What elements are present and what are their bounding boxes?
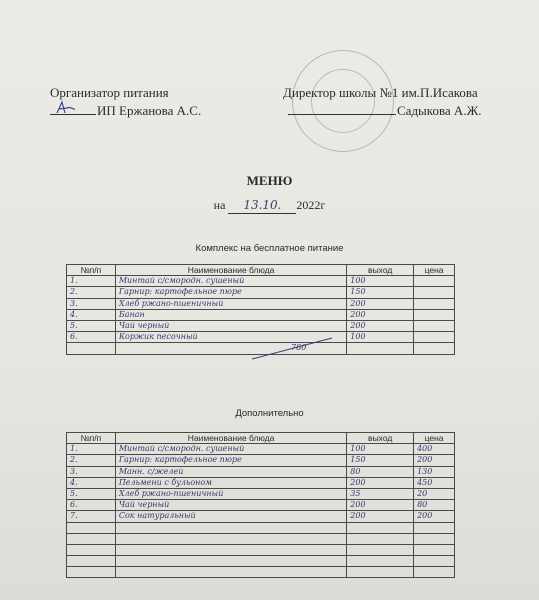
dish-price: 200 bbox=[414, 511, 455, 522]
dish-price bbox=[414, 298, 455, 309]
page-title: МЕНЮ bbox=[246, 173, 293, 188]
row-number: 1. bbox=[67, 444, 116, 455]
row-number: 3. bbox=[67, 466, 116, 477]
row-number: 2. bbox=[67, 455, 116, 466]
table-row-empty bbox=[67, 567, 455, 578]
table-row-empty bbox=[67, 533, 455, 544]
dish-price: 450 bbox=[414, 477, 455, 488]
dish-price: 80 bbox=[414, 500, 455, 511]
date-suffix: 2022г bbox=[296, 198, 326, 212]
dish-price: 130 bbox=[414, 466, 455, 477]
dish-name: Чай черный bbox=[115, 320, 346, 331]
dish-name: Минтай с/смородн. сушеный bbox=[115, 444, 346, 455]
table-row-empty bbox=[67, 522, 455, 533]
table-row bbox=[67, 276, 455, 287]
dish-output: 35 bbox=[347, 488, 414, 499]
dish-name: Чай черный bbox=[115, 500, 346, 511]
organizer-name: ИП Ержанова А.С. bbox=[97, 103, 202, 118]
dish-name: Сок натуральный bbox=[115, 511, 346, 522]
organizer-signature-icon bbox=[55, 100, 77, 116]
dish-output: 80 bbox=[347, 466, 414, 477]
table-row bbox=[67, 500, 455, 511]
dish-output: 100 bbox=[347, 332, 414, 343]
table-header-row bbox=[67, 433, 455, 444]
col-price: цена bbox=[414, 265, 455, 276]
dish-name: Манн. с/желей bbox=[115, 466, 346, 477]
total-strike-line bbox=[250, 335, 335, 363]
dish-output: 200 bbox=[347, 320, 414, 331]
dish-output: 100 bbox=[347, 276, 414, 287]
director-title: Директор школы №1 им.П.Исакова bbox=[283, 85, 478, 100]
school-stamp bbox=[292, 50, 394, 152]
dish-name: Гарнир: картофельное пюре bbox=[115, 455, 346, 466]
dish-name: Минтай с/смородн. сушеный bbox=[115, 276, 346, 287]
dish-price bbox=[414, 320, 455, 331]
dish-price: 400 bbox=[414, 444, 455, 455]
col-price: цена bbox=[414, 433, 455, 444]
date-field bbox=[228, 198, 296, 214]
dish-price bbox=[414, 309, 455, 320]
col-number: №п/п bbox=[67, 433, 116, 444]
dish-name: Гарнир: картофельное пюре bbox=[115, 287, 346, 298]
dish-output: 200 bbox=[347, 511, 414, 522]
row-number: 7. bbox=[67, 511, 116, 522]
table-row bbox=[67, 320, 455, 331]
dish-output: 200 bbox=[347, 500, 414, 511]
table-row bbox=[67, 298, 455, 309]
col-output: выход bbox=[347, 433, 414, 444]
dish-output: 200 bbox=[347, 298, 414, 309]
director-name: Садыкова А.Ж. bbox=[397, 103, 482, 118]
dish-name: Банан bbox=[115, 309, 346, 320]
dish-name: Хлеб ржано-пшеничный bbox=[115, 298, 346, 309]
table-header-row bbox=[67, 265, 455, 276]
row-number: 5. bbox=[67, 320, 116, 331]
dish-output: 150 bbox=[347, 287, 414, 298]
row-number: 4. bbox=[67, 477, 116, 488]
dish-price: 200 bbox=[414, 455, 455, 466]
dish-price: 20 bbox=[414, 488, 455, 499]
table-row bbox=[67, 444, 455, 455]
table-row bbox=[67, 488, 455, 499]
col-number: №п/п bbox=[67, 265, 116, 276]
dish-output: 150 bbox=[347, 455, 414, 466]
table-row bbox=[67, 511, 455, 522]
date-prefix: на bbox=[213, 198, 226, 212]
col-dish: Наименование блюда bbox=[115, 433, 346, 444]
table-row-empty bbox=[67, 544, 455, 555]
row-number: 6. bbox=[67, 332, 116, 343]
row-number: 1. bbox=[67, 276, 116, 287]
table-row bbox=[67, 477, 455, 488]
row-number: 6. bbox=[67, 500, 116, 511]
row-number: 2. bbox=[67, 287, 116, 298]
table-row bbox=[67, 309, 455, 320]
dish-price bbox=[414, 276, 455, 287]
col-dish: Наименование блюда bbox=[115, 265, 346, 276]
dish-name: Коржик песочный bbox=[115, 332, 346, 343]
table-row-empty bbox=[67, 556, 455, 567]
row-number: 3. bbox=[67, 298, 116, 309]
dish-price bbox=[414, 287, 455, 298]
date-handwritten: 13.10. bbox=[243, 198, 282, 212]
additional-caption: Дополнительно bbox=[235, 408, 304, 419]
director-signature-line bbox=[288, 114, 396, 115]
dish-name: Хлеб ржано-пшеничный bbox=[115, 488, 346, 499]
free-meal-caption: Комплекс на бесплатное питание bbox=[195, 243, 344, 254]
organizer-title: Организатор питания bbox=[50, 85, 169, 100]
dish-name: Пельмени с бульоном bbox=[115, 477, 346, 488]
table-row bbox=[67, 466, 455, 477]
additional-table bbox=[66, 432, 455, 578]
table-row bbox=[67, 287, 455, 298]
row-number: 5. bbox=[67, 488, 116, 499]
table-row bbox=[67, 455, 455, 466]
menu-date bbox=[0, 198, 539, 214]
dish-output: 200 bbox=[347, 477, 414, 488]
dish-output: 200 bbox=[347, 309, 414, 320]
dish-output: 100 bbox=[347, 444, 414, 455]
col-output: выход bbox=[347, 265, 414, 276]
dish-price bbox=[414, 332, 455, 343]
total-note: 780 bbox=[115, 343, 346, 354]
row-number: 4. bbox=[67, 309, 116, 320]
